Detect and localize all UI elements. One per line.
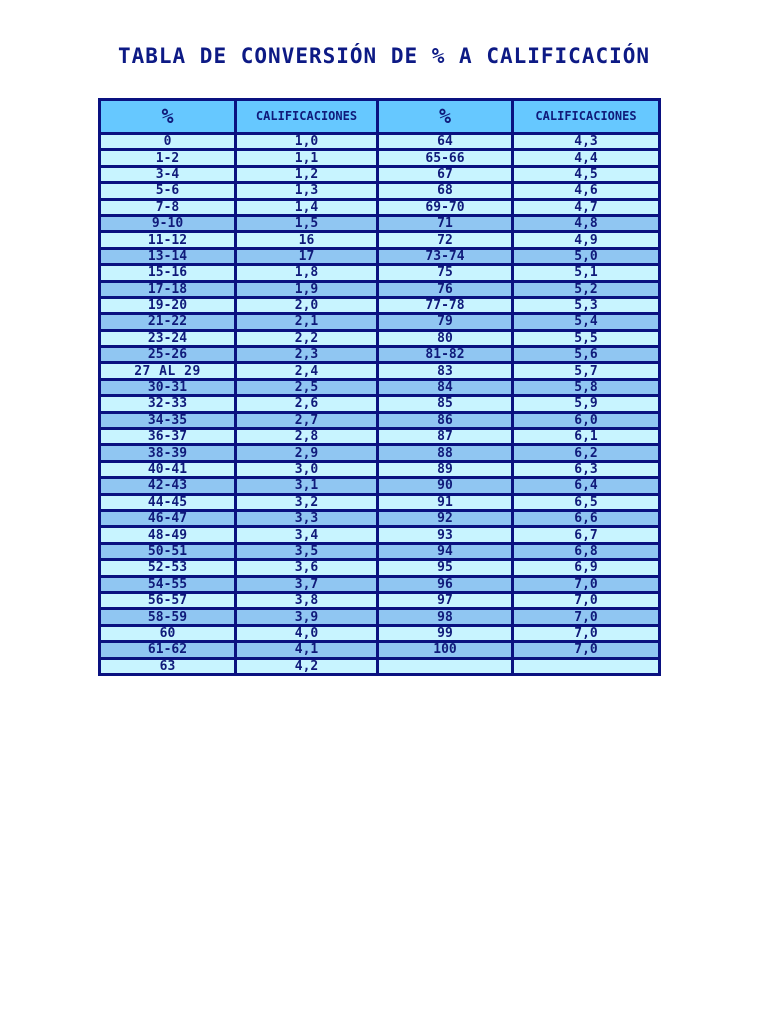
grade-cell: 6,6: [513, 510, 660, 526]
table-row: [100, 166, 660, 182]
grade-cell: 3,6: [236, 560, 378, 576]
percent-cell: 44-45: [100, 494, 236, 510]
percent-cell: 52-53: [100, 560, 236, 576]
grade-cell: 2,6: [236, 396, 378, 412]
table-row: [100, 445, 660, 461]
grade-cell: 3,8: [236, 592, 378, 608]
percent-cell: 92: [378, 510, 513, 526]
percent-cell: 95: [378, 560, 513, 576]
header-grade-2: CALIFICACIONES: [513, 100, 660, 134]
percent-cell: 54-55: [100, 576, 236, 592]
grade-cell: 6,2: [513, 445, 660, 461]
percent-cell: 67: [378, 166, 513, 182]
percent-cell: 17-18: [100, 281, 236, 297]
percent-cell: 50-51: [100, 543, 236, 559]
percent-cell: 13-14: [100, 248, 236, 264]
grade-cell: 5,8: [513, 379, 660, 395]
grade-cell: [513, 658, 660, 674]
percent-cell: 81-82: [378, 347, 513, 363]
conversion-table: [98, 98, 661, 676]
percent-cell: 3-4: [100, 166, 236, 182]
grade-cell: 4,8: [513, 215, 660, 231]
table-row: [100, 199, 660, 215]
percent-cell: 86: [378, 412, 513, 428]
percent-cell: 64: [378, 134, 513, 150]
header-grade-1: CALIFICACIONES: [236, 100, 378, 134]
grade-cell: 3,0: [236, 461, 378, 477]
percent-cell: 91: [378, 494, 513, 510]
percent-cell: 32-33: [100, 396, 236, 412]
grade-cell: 3,5: [236, 543, 378, 559]
grade-cell: 7,0: [513, 609, 660, 625]
percent-cell: 97: [378, 592, 513, 608]
grade-cell: 4,3: [513, 134, 660, 150]
grade-cell: 4,9: [513, 232, 660, 248]
percent-cell: 1-2: [100, 150, 236, 166]
grade-cell: 5,0: [513, 248, 660, 264]
grade-cell: 6,3: [513, 461, 660, 477]
table-row: [100, 134, 660, 150]
percent-cell: 87: [378, 429, 513, 445]
table-row: [100, 330, 660, 346]
grade-cell: 3,9: [236, 609, 378, 625]
percent-cell: 90: [378, 478, 513, 494]
percent-cell: 96: [378, 576, 513, 592]
table-row: [100, 560, 660, 576]
percent-cell: 73-74: [378, 248, 513, 264]
table-row: [100, 347, 660, 363]
table-row: [100, 183, 660, 199]
table-row: [100, 576, 660, 592]
percent-cell: 85: [378, 396, 513, 412]
percent-cell: 21-22: [100, 314, 236, 330]
percent-cell: 83: [378, 363, 513, 379]
table-row: [100, 379, 660, 395]
grade-cell: 1,9: [236, 281, 378, 297]
table-row: [100, 248, 660, 264]
grade-cell: 2,5: [236, 379, 378, 395]
table-row: [100, 396, 660, 412]
percent-cell: 84: [378, 379, 513, 395]
table-row: [100, 215, 660, 231]
table-row: [100, 412, 660, 428]
header-percent-2: %: [378, 100, 513, 134]
percent-cell: 7-8: [100, 199, 236, 215]
grade-cell: 3,7: [236, 576, 378, 592]
grade-cell: 2,1: [236, 314, 378, 330]
grade-cell: 5,1: [513, 265, 660, 281]
percent-cell: 69-70: [378, 199, 513, 215]
grade-cell: 5,6: [513, 347, 660, 363]
grade-cell: 4,1: [236, 642, 378, 658]
grade-cell: 2,4: [236, 363, 378, 379]
percent-cell: 100: [378, 642, 513, 658]
table-row: [100, 543, 660, 559]
percent-cell: 19-20: [100, 297, 236, 313]
table-body: [100, 134, 660, 675]
grade-cell: 2,0: [236, 297, 378, 313]
grade-cell: 3,1: [236, 478, 378, 494]
table-row: [100, 232, 660, 248]
table-row: [100, 625, 660, 641]
percent-cell: 75: [378, 265, 513, 281]
percent-cell: 25-26: [100, 347, 236, 363]
percent-cell: 63: [100, 658, 236, 674]
grade-cell: 16: [236, 232, 378, 248]
grade-cell: 1,0: [236, 134, 378, 150]
grade-cell: 6,9: [513, 560, 660, 576]
grade-cell: 4,7: [513, 199, 660, 215]
grade-cell: 1,4: [236, 199, 378, 215]
table-row: [100, 314, 660, 330]
grade-cell: 6,5: [513, 494, 660, 510]
table-row: [100, 297, 660, 313]
percent-cell: 89: [378, 461, 513, 477]
percent-cell: 9-10: [100, 215, 236, 231]
table-row: [100, 510, 660, 526]
grade-cell: 2,7: [236, 412, 378, 428]
grade-cell: 3,3: [236, 510, 378, 526]
grade-cell: 5,2: [513, 281, 660, 297]
grade-cell: 4,6: [513, 183, 660, 199]
grade-cell: 6,8: [513, 543, 660, 559]
grade-cell: 4,2: [236, 658, 378, 674]
table-row: [100, 609, 660, 625]
percent-cell: 36-37: [100, 429, 236, 445]
table-row: [100, 592, 660, 608]
percent-cell: 5-6: [100, 183, 236, 199]
grade-cell: 2,8: [236, 429, 378, 445]
grade-cell: 4,4: [513, 150, 660, 166]
percent-cell: 34-35: [100, 412, 236, 428]
percent-cell: 76: [378, 281, 513, 297]
grade-cell: 1,8: [236, 265, 378, 281]
percent-cell: 40-41: [100, 461, 236, 477]
grade-cell: 1,5: [236, 215, 378, 231]
percent-cell: 71: [378, 215, 513, 231]
percent-cell: 0: [100, 134, 236, 150]
percent-cell: 42-43: [100, 478, 236, 494]
percent-cell: 58-59: [100, 609, 236, 625]
percent-cell: 99: [378, 625, 513, 641]
percent-cell: 61-62: [100, 642, 236, 658]
grade-cell: 5,7: [513, 363, 660, 379]
grade-cell: 7,0: [513, 625, 660, 641]
table-row: [100, 265, 660, 281]
grade-cell: 6,4: [513, 478, 660, 494]
grade-cell: 5,5: [513, 330, 660, 346]
percent-cell: 98: [378, 609, 513, 625]
grade-cell: 5,9: [513, 396, 660, 412]
table-row: [100, 461, 660, 477]
percent-cell: 68: [378, 183, 513, 199]
percent-cell: 48-49: [100, 527, 236, 543]
percent-cell: 30-31: [100, 379, 236, 395]
percent-cell: 27 AL 29: [100, 363, 236, 379]
table-row: [100, 363, 660, 379]
percent-cell: 94: [378, 543, 513, 559]
grade-cell: 6,0: [513, 412, 660, 428]
table-row: [100, 281, 660, 297]
grade-cell: 6,1: [513, 429, 660, 445]
grade-cell: 4,0: [236, 625, 378, 641]
grade-cell: 1,2: [236, 166, 378, 182]
grade-cell: 17: [236, 248, 378, 264]
table-header-row: [100, 100, 660, 134]
percent-cell: 38-39: [100, 445, 236, 461]
grade-cell: 7,0: [513, 576, 660, 592]
percent-cell: [378, 658, 513, 674]
grade-cell: 7,0: [513, 642, 660, 658]
percent-cell: 23-24: [100, 330, 236, 346]
grade-cell: 2,9: [236, 445, 378, 461]
grade-cell: 1,3: [236, 183, 378, 199]
grade-cell: 5,4: [513, 314, 660, 330]
percent-cell: 65-66: [378, 150, 513, 166]
grade-cell: 2,3: [236, 347, 378, 363]
percent-cell: 72: [378, 232, 513, 248]
percent-cell: 79: [378, 314, 513, 330]
grade-cell: 3,4: [236, 527, 378, 543]
grade-cell: 2,2: [236, 330, 378, 346]
table-row: [100, 429, 660, 445]
percent-cell: 93: [378, 527, 513, 543]
grade-cell: 4,5: [513, 166, 660, 182]
percent-cell: 46-47: [100, 510, 236, 526]
page-title: TABLA DE CONVERSIÓN DE % A CALIFICACIÓN: [117, 44, 651, 68]
table-row: [100, 642, 660, 658]
table-row: [100, 494, 660, 510]
percent-cell: 11-12: [100, 232, 236, 248]
table-row: [100, 658, 660, 674]
grade-cell: 7,0: [513, 592, 660, 608]
table-row: [100, 478, 660, 494]
header-percent-1: %: [100, 100, 236, 134]
percent-cell: 15-16: [100, 265, 236, 281]
grade-cell: 6,7: [513, 527, 660, 543]
grade-cell: 1,1: [236, 150, 378, 166]
grade-cell: 5,3: [513, 297, 660, 313]
percent-cell: 56-57: [100, 592, 236, 608]
table-row: [100, 527, 660, 543]
table-row: [100, 150, 660, 166]
percent-cell: 80: [378, 330, 513, 346]
grade-cell: 3,2: [236, 494, 378, 510]
percent-cell: 77-78: [378, 297, 513, 313]
percent-cell: 60: [100, 625, 236, 641]
percent-cell: 88: [378, 445, 513, 461]
